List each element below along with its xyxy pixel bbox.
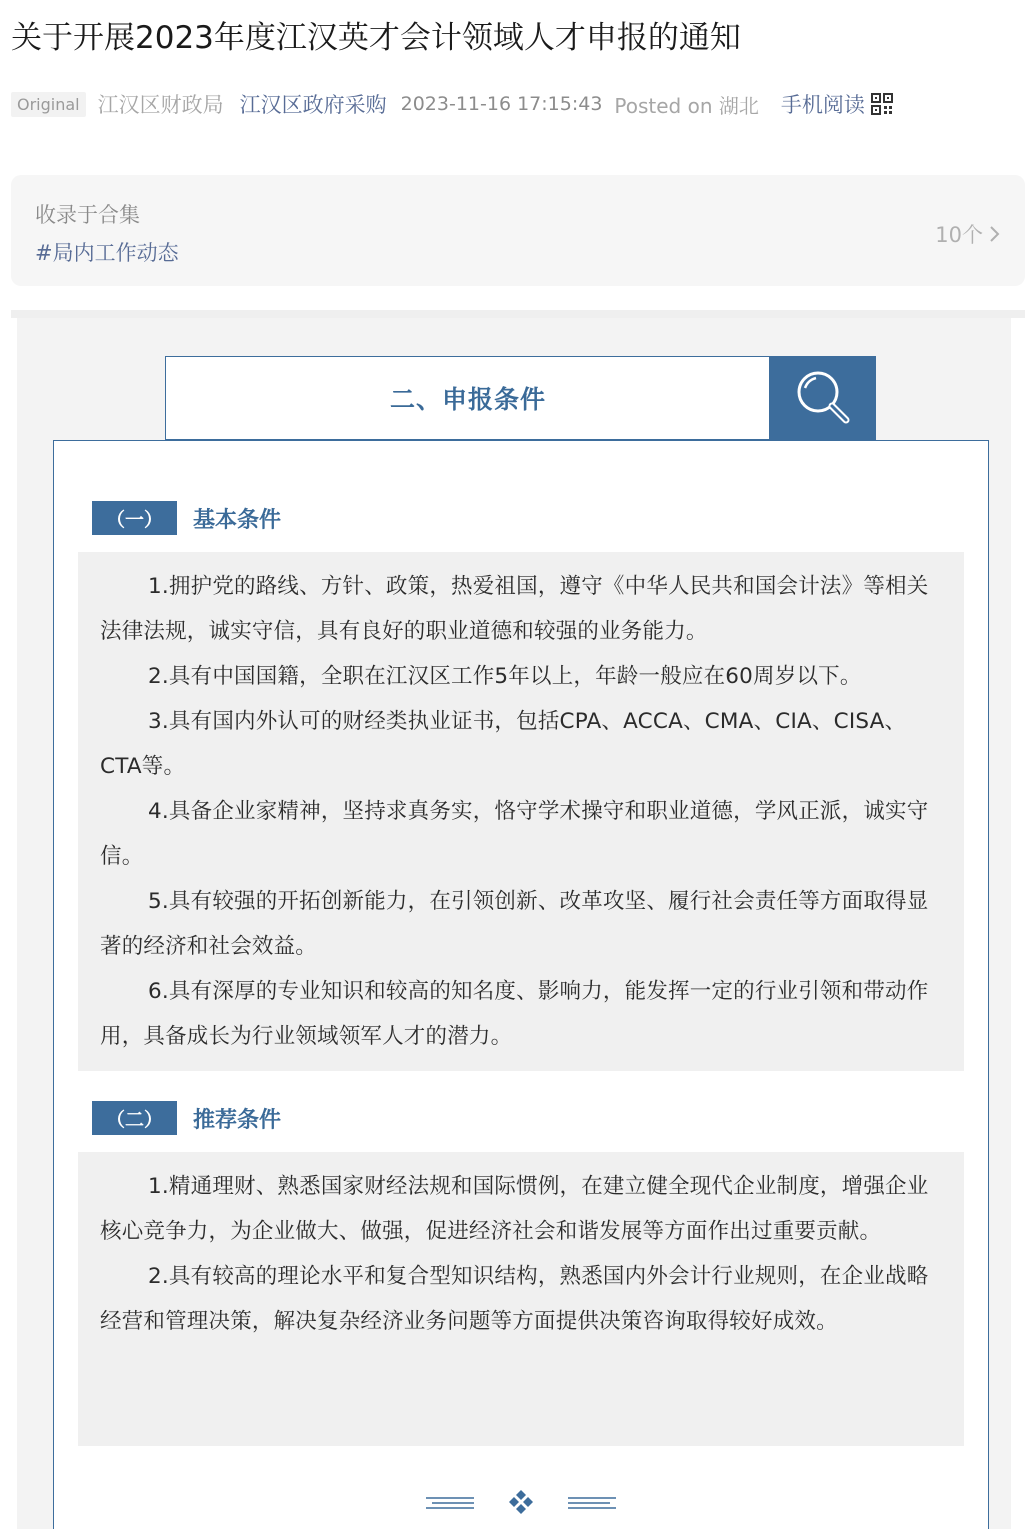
- mobile-read-button[interactable]: [781, 89, 893, 119]
- section-title: 二、申报条件: [389, 385, 546, 414]
- collection-count[interactable]: [935, 219, 1001, 249]
- list-item: 1.拥护党的路线、方针、政策，热爱祖国，遵守《中华人民共和国会计法》等相关法律法规，诚实守信，具有良好的职业道德和较强的业务能力。: [100, 574, 929, 644]
- collection-count-label: 10个: [935, 223, 983, 247]
- list-item: 4.具备企业家精神，坚持求真务实，恪守学术操守和职业道德，学风正派，诚实守信。: [100, 799, 929, 869]
- mobile-read-label: 手机阅读: [780, 93, 865, 117]
- recommended-conditions-title: 推荐条件: [193, 1107, 282, 1133]
- list-item: 2.具有中国国籍，全职在江汉区工作5年以上，年龄一般应在60周岁以下。: [148, 664, 862, 689]
- chevron-right-icon: [989, 224, 1001, 244]
- magnifier-icon: [791, 366, 855, 430]
- post-location: Posted on 湖北: [614, 93, 759, 118]
- list-item: 2.具有较高的理论水平和复合型知识结构，熟悉国内外会计行业规则，在企业战略经营和管理决策，解决复杂经济业务问题等方面提供决策咨询取得较好成效。: [100, 1264, 929, 1334]
- list-item: 1.精通理财、熟悉国家财经法规和国际惯例，在建立健全现代企业制度，增强企业核心竞争力，为企业做大、做强，促进经济社会和谐发展等方面作出过重要贡献。: [100, 1174, 929, 1244]
- list-item: 6.具有深厚的专业知识和较高的知名度、影响力，能发挥一定的行业引领和带动作用，具备成长为行业领域领军人才的潜力。: [100, 979, 929, 1049]
- publish-time: 2023-11-16 17:15:43: [400, 93, 603, 115]
- collection-label: 收录于合集: [35, 203, 140, 227]
- basic-conditions-badge: （一）: [92, 501, 177, 535]
- source-account[interactable]: 江汉区财政局: [97, 93, 224, 117]
- list-item: 3.具有国内外认可的财经类执业证书，包括CPA、ACCA、CMA、CIA、CISA、CTA等。: [100, 709, 907, 779]
- divider-ornament-icon: [426, 1487, 616, 1517]
- recommended-conditions-box: [78, 1152, 964, 1446]
- section-divider: [11, 310, 1025, 318]
- article-title: 关于开展2023年度江汉英才会计领域人才申报的通知: [11, 20, 741, 56]
- author-link[interactable]: 江汉区政府采购: [239, 93, 387, 117]
- section-header: [165, 356, 770, 440]
- qr-code-icon: [871, 93, 893, 115]
- list-item: 5.具有较强的开拓创新能力，在引领创新、改革攻坚、履行社会责任等方面取得显著的经济和社会效益。: [100, 889, 929, 959]
- basic-conditions-box: [78, 552, 964, 1071]
- recommended-conditions-badge: （二）: [92, 1101, 177, 1135]
- collection-tag[interactable]: #局内工作动态: [35, 241, 179, 265]
- article-body: [17, 318, 1011, 1529]
- recommended-conditions-header: [92, 1101, 281, 1135]
- basic-conditions-title: 基本条件: [193, 507, 282, 533]
- original-badge: Original: [11, 92, 86, 117]
- collection-card[interactable]: [11, 175, 1025, 286]
- basic-conditions-header: [92, 501, 281, 535]
- article-meta: [11, 88, 893, 120]
- content-panel: [53, 440, 989, 1529]
- section-header-search-block: [769, 356, 876, 440]
